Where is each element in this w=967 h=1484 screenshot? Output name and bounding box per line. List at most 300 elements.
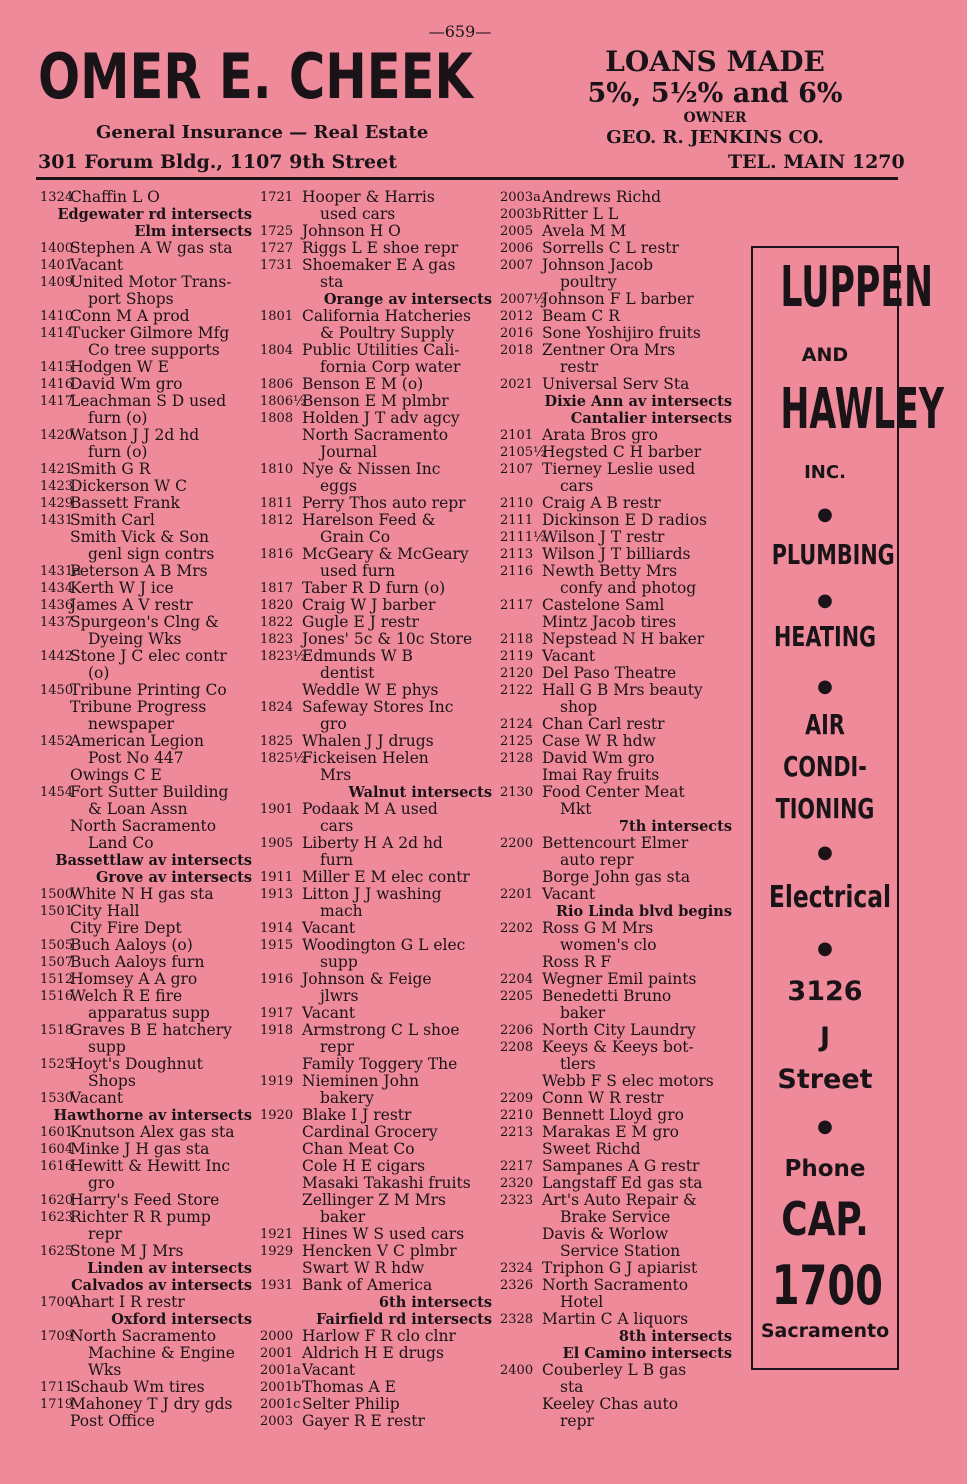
- directory-entry: [40, 546, 252, 563]
- directory-entry: [500, 1226, 732, 1243]
- entry-text: furn (o): [88, 443, 148, 461]
- house-number: 2204: [500, 972, 534, 987]
- entry-text: baker: [560, 1004, 606, 1022]
- house-number: 1401: [40, 258, 74, 273]
- entry-text: Hall G B Mrs beauty: [542, 681, 703, 699]
- entry-text: Craig A B restr: [542, 494, 661, 512]
- street-intersection: [260, 291, 492, 308]
- entry-text: Dickerson W C: [70, 477, 187, 495]
- house-number: 1450: [40, 683, 74, 698]
- directory-entry: [500, 427, 732, 444]
- directory-entry: [500, 716, 732, 733]
- directory-entry: [260, 1277, 492, 1294]
- telephone: TEL. MAIN 1270: [728, 151, 905, 173]
- directory-entry: [260, 308, 492, 325]
- house-number: [40, 546, 70, 563]
- entry-text: Del Paso Theatre: [542, 664, 677, 682]
- directory-entry: [500, 291, 732, 308]
- entry-text: used furn: [320, 562, 396, 580]
- directory-entry: [40, 818, 252, 835]
- entry-text: Hegsted C H barber: [542, 443, 702, 461]
- directory-entry: [40, 580, 252, 597]
- directory-entry: [40, 767, 252, 784]
- house-number: 1431a: [40, 564, 81, 579]
- house-number: 2101: [500, 428, 534, 443]
- house-number: 1915: [260, 938, 294, 953]
- entry-text: Swart W R hdw: [302, 1259, 425, 1277]
- directory-entry: [40, 393, 252, 410]
- advertiser-address: 301 Forum Bldg., 1107 9th Street: [38, 151, 398, 173]
- directory-entry: [260, 835, 492, 852]
- directory-entry: [260, 1260, 492, 1277]
- house-number: [500, 478, 542, 495]
- house-number: [260, 716, 302, 733]
- directory-entry: [500, 835, 732, 852]
- entry-text: Grain Co: [320, 528, 391, 546]
- directory-entry: [500, 1039, 732, 1056]
- intersection-label: Oxford intersects: [111, 1311, 252, 1328]
- house-number: 1804: [260, 343, 294, 358]
- house-number: 1911: [260, 870, 294, 885]
- directory-entry: [40, 903, 252, 920]
- directory-entry: [500, 784, 732, 801]
- entry-text: Martin C A liquors: [542, 1310, 689, 1328]
- directory-entry: [40, 699, 252, 716]
- intersection-label: Cantalier intersects: [570, 410, 732, 427]
- entry-text: Stone M J Mrs: [70, 1242, 184, 1260]
- house-number: [260, 1039, 302, 1056]
- directory-entry: [500, 852, 732, 869]
- directory-entry: [260, 444, 492, 461]
- house-number: 1921: [260, 1227, 294, 1242]
- directory-entry: [500, 767, 732, 784]
- entry-text: Couberley L B gas: [542, 1361, 687, 1379]
- entry-text: Nieminen John: [302, 1072, 419, 1090]
- house-number: 1620: [40, 1193, 74, 1208]
- entry-text: Hewitt & Hewitt Inc: [70, 1157, 231, 1175]
- street-intersection: [40, 223, 252, 240]
- house-number: [260, 325, 302, 342]
- directory-entry: [260, 903, 492, 920]
- house-number: 1616: [40, 1159, 74, 1174]
- listing-column-1: [40, 189, 252, 1430]
- directory-entry: [500, 886, 732, 903]
- directory-entry: [40, 631, 252, 648]
- entry-text: Richter R R pump: [70, 1208, 211, 1226]
- house-number: 2003a: [500, 190, 541, 205]
- entry-text: Ross G M Mrs: [542, 919, 654, 937]
- house-number: 1436: [40, 598, 74, 613]
- directory-entry: [500, 478, 732, 495]
- directory-entry: [260, 393, 492, 410]
- entry-text: sta: [320, 273, 344, 291]
- entry-text: Shoemaker E A gas: [302, 256, 456, 274]
- house-number: 1808: [260, 411, 294, 426]
- ad-and: AND: [801, 344, 849, 366]
- directory-entry: [40, 1243, 252, 1260]
- directory-entry: [500, 563, 732, 580]
- house-number: [500, 1396, 542, 1413]
- ad-bullet-1: ●: [817, 504, 833, 525]
- entry-text: shop: [560, 698, 598, 716]
- entry-text: Bassett Frank: [70, 494, 180, 512]
- entry-text: City Hall: [70, 902, 140, 920]
- directory-entry: [260, 1124, 492, 1141]
- entry-text: Co tree supports: [88, 341, 220, 359]
- directory-entry: [260, 580, 492, 597]
- house-number: [40, 631, 70, 648]
- entry-text: Taber R D furn (o): [302, 579, 446, 597]
- directory-entry: [40, 1090, 252, 1107]
- directory-entry: [500, 444, 732, 461]
- directory-entry: [40, 257, 252, 274]
- entry-text: Machine & Engine: [88, 1344, 235, 1362]
- entry-text: Food Center Meat: [542, 783, 685, 801]
- entry-text: Homsey A A gro: [70, 970, 198, 988]
- intersection-label: Calvados av intersects: [71, 1277, 252, 1294]
- house-number: [260, 444, 302, 461]
- entry-text: Weddle W E phys: [302, 681, 439, 699]
- directory-entry: [40, 427, 252, 444]
- directory-entry: [260, 1362, 492, 1379]
- ad-address-street: Street: [777, 1064, 873, 1095]
- directory-entry: [500, 648, 732, 665]
- entry-text: Vacant: [542, 647, 596, 665]
- directory-entry: [260, 427, 492, 444]
- entry-text: Newth Betty Mrs: [542, 562, 678, 580]
- house-number: [40, 699, 70, 716]
- ad-service-tioning: TIONING: [775, 792, 875, 825]
- house-number: [500, 1243, 542, 1260]
- directory-entry: [500, 665, 732, 682]
- house-number: 1601: [40, 1125, 74, 1140]
- entry-text: Ritter L L: [542, 205, 619, 223]
- street-intersection: [260, 784, 492, 801]
- house-number: 2324: [500, 1261, 534, 1276]
- intersection-label: Dixie Ann av intersects: [544, 393, 732, 410]
- directory-entry: [260, 1056, 492, 1073]
- house-number: [40, 291, 70, 308]
- entry-text: Marakas E M gro: [542, 1123, 679, 1141]
- house-number: 1931: [260, 1278, 294, 1293]
- intersection-label: 6th intersects: [378, 1294, 492, 1311]
- entry-text: Chaffin L O: [70, 188, 160, 206]
- house-number: [260, 359, 302, 376]
- intersection-label: 7th intersects: [618, 818, 732, 835]
- directory-entry: [500, 1022, 732, 1039]
- directory-entry: [500, 461, 732, 478]
- directory-entry: [260, 1328, 492, 1345]
- entry-text: Conn M A prod: [70, 307, 190, 325]
- entry-text: Sampanes A G restr: [542, 1157, 700, 1175]
- directory-entry: [500, 1192, 732, 1209]
- directory-entry: [40, 325, 252, 342]
- house-number: [260, 478, 302, 495]
- entry-text: American Legion: [70, 732, 204, 750]
- house-number: 1604: [40, 1142, 74, 1157]
- entry-text: sta: [560, 1378, 584, 1396]
- house-number: 1914: [260, 921, 294, 936]
- house-number: [260, 427, 302, 444]
- house-number: 2122: [500, 683, 534, 698]
- house-number: 1817: [260, 581, 294, 596]
- directory-entry: [260, 1396, 492, 1413]
- directory-entry: [500, 1396, 732, 1413]
- house-number: 1916: [260, 972, 294, 987]
- entry-text: Vacant: [542, 885, 596, 903]
- directory-entry: [500, 325, 732, 342]
- house-number: 2125: [500, 734, 534, 749]
- street-intersection: [40, 1260, 252, 1277]
- entry-text: White N H gas sta: [70, 885, 214, 903]
- directory-entry: [40, 1124, 252, 1141]
- entry-text: gro: [88, 1174, 115, 1192]
- house-number: [260, 682, 302, 699]
- intersection-label: Fairfield rd intersects: [315, 1311, 492, 1328]
- directory-entry: [260, 988, 492, 1005]
- directory-entry: [260, 648, 492, 665]
- directory-entry: [260, 189, 492, 206]
- intersection-label: Elm intersects: [134, 223, 252, 240]
- entry-text: Sone Yoshijiro fruits: [542, 324, 701, 342]
- directory-entry: [500, 376, 732, 393]
- entry-text: Bettencourt Elmer: [542, 834, 689, 852]
- entry-text: (o): [88, 664, 110, 682]
- house-number: 2003b: [500, 207, 542, 222]
- house-number: 1806: [260, 377, 294, 392]
- house-number: 2016: [500, 326, 534, 341]
- entry-text: jlwrs: [320, 987, 359, 1005]
- entry-text: restr: [560, 358, 599, 376]
- directory-entry: [500, 699, 732, 716]
- directory-entry: [40, 274, 252, 291]
- house-number: [500, 580, 542, 597]
- house-number: 1501: [40, 904, 74, 919]
- entry-text: repr: [88, 1225, 122, 1243]
- directory-entry: [500, 1005, 732, 1022]
- entry-text: Aldrich H E drugs: [302, 1344, 444, 1362]
- entry-text: Whalen J J drugs: [302, 732, 434, 750]
- house-number: [40, 1175, 70, 1192]
- house-number: [40, 1413, 70, 1430]
- entry-text: Johnson Jacob: [542, 256, 654, 274]
- house-number: [260, 767, 302, 784]
- house-number: 1725: [260, 224, 294, 239]
- directory-entry: [260, 920, 492, 937]
- luppen-hawley-ad: [751, 246, 945, 1370]
- house-number: [500, 1005, 542, 1022]
- directory-entry: [500, 1277, 732, 1294]
- directory-entry: [260, 1413, 492, 1430]
- house-number: 1409: [40, 275, 74, 290]
- entry-text: Imai Ray fruits: [542, 766, 660, 784]
- entry-text: Tribune Printing Co: [70, 681, 227, 699]
- house-number: [260, 1056, 302, 1073]
- directory-entry: [260, 682, 492, 699]
- house-number: 1721: [260, 190, 294, 205]
- directory-entry: [40, 920, 252, 937]
- house-number: 2213: [500, 1125, 534, 1140]
- directory-entry: [500, 1158, 732, 1175]
- directory-entry: [260, 206, 492, 223]
- house-number: 1810: [260, 462, 294, 477]
- entry-text: Vacant: [302, 1361, 356, 1379]
- header-rule: [36, 177, 898, 180]
- entry-text: Watson J J 2d hd: [70, 426, 200, 444]
- page-number: —659—: [428, 22, 492, 41]
- house-number: 1816: [260, 547, 294, 562]
- directory-entry: [500, 1243, 732, 1260]
- entry-text: Ross R F: [542, 953, 612, 971]
- entry-text: Brake Service: [560, 1208, 671, 1226]
- house-number: [500, 1056, 542, 1073]
- ad-bullet-4: ●: [817, 842, 833, 863]
- entry-text: Family Toggery The: [302, 1055, 458, 1073]
- directory-entry: [500, 1175, 732, 1192]
- directory-entry: [40, 1328, 252, 1345]
- entry-text: Ahart I R restr: [70, 1293, 185, 1311]
- owner-name: GEO. R. JENKINS CO.: [606, 127, 824, 148]
- directory-entry: [40, 1158, 252, 1175]
- house-number: [260, 1209, 302, 1226]
- ad-service-condi: CONDI-: [783, 750, 867, 783]
- house-number: [40, 444, 70, 461]
- street-intersection: [500, 903, 732, 920]
- directory-entry: [500, 359, 732, 376]
- house-number: 1400: [40, 241, 74, 256]
- house-number: [40, 835, 70, 852]
- directory-entry: [260, 325, 492, 342]
- entry-text: Hines W S used cars: [302, 1225, 465, 1243]
- house-number: 2210: [500, 1108, 534, 1123]
- entry-text: baker: [320, 1208, 366, 1226]
- house-number: 1801: [260, 309, 294, 324]
- entry-text: repr: [320, 1038, 354, 1056]
- directory-entry: [40, 784, 252, 801]
- directory-entry: [40, 1022, 252, 1039]
- directory-entry: [500, 512, 732, 529]
- directory-entry: [260, 852, 492, 869]
- house-number: 1825½: [260, 751, 306, 766]
- entry-text: Tribune Progress: [70, 698, 207, 716]
- directory-entry: [260, 376, 492, 393]
- intersection-label: Bassettlaw av intersects: [55, 852, 252, 869]
- entry-text: Shops: [88, 1072, 136, 1090]
- house-number: [40, 1005, 70, 1022]
- entry-text: Liberty H A 2d hd: [302, 834, 443, 852]
- house-number: 1727: [260, 241, 294, 256]
- directory-entry: [260, 937, 492, 954]
- directory-entry: [40, 1379, 252, 1396]
- directory-entry: [500, 631, 732, 648]
- entry-text: supp: [88, 1038, 126, 1056]
- ad-address-street-letter: J: [819, 1022, 831, 1053]
- house-number: 1719: [40, 1397, 74, 1412]
- entry-text: Litton J J washing: [302, 885, 442, 903]
- directory-entry: [40, 886, 252, 903]
- entry-text: Vacant: [302, 919, 356, 937]
- entry-text: Conn W R restr: [542, 1089, 664, 1107]
- house-number: [500, 274, 542, 291]
- entry-text: Beam C R: [542, 307, 620, 325]
- directory-entry: [40, 1226, 252, 1243]
- directory-entry: [500, 189, 732, 206]
- house-number: 2105½: [500, 445, 546, 460]
- entry-text: California Hatcheries: [302, 307, 471, 325]
- entry-text: Benson E M plmbr: [302, 392, 449, 410]
- street-intersection: [40, 206, 252, 223]
- house-number: [260, 665, 302, 682]
- intersection-label: El Camino intersects: [562, 1345, 732, 1362]
- directory-entry: [260, 461, 492, 478]
- directory-entry: [260, 512, 492, 529]
- ad-city: Sacramento: [760, 1320, 890, 1342]
- directory-entry: [260, 1175, 492, 1192]
- ad-inc: INC.: [804, 462, 846, 483]
- entry-text: Stone J C elec contr: [70, 647, 227, 665]
- directory-entry: [40, 835, 252, 852]
- owner-label: OWNER: [683, 110, 747, 126]
- directory-entry: [500, 937, 732, 954]
- house-number: 1905: [260, 836, 294, 851]
- directory-entry: [500, 1311, 732, 1328]
- entry-text: Benedetti Bruno: [542, 987, 672, 1005]
- house-number: 2003: [260, 1414, 294, 1429]
- house-number: [260, 1158, 302, 1175]
- directory-entry: [40, 1362, 252, 1379]
- entry-text: Tucker Gilmore Mfg: [70, 324, 230, 342]
- house-number: 1452: [40, 734, 74, 749]
- directory-entry: [40, 291, 252, 308]
- entry-text: Woodington G L elec: [302, 936, 466, 954]
- house-number: 2116: [500, 564, 534, 579]
- house-number: 1410: [40, 309, 74, 324]
- house-number: 1901: [260, 802, 294, 817]
- house-number: 1525: [40, 1057, 74, 1072]
- house-number: 2006: [500, 241, 534, 256]
- house-number: 1823½: [260, 649, 306, 664]
- entry-text: Wegner Emil paints: [542, 970, 697, 988]
- directory-entry: [40, 648, 252, 665]
- entry-text: Schaub Wm tires: [70, 1378, 205, 1396]
- house-number: 2202: [500, 921, 534, 936]
- directory-entry: [40, 954, 252, 971]
- entry-text: Andrews Richd: [542, 188, 662, 206]
- directory-entry: [260, 359, 492, 376]
- house-number: 1434: [40, 581, 74, 596]
- house-number: [500, 359, 542, 376]
- intersection-label: Grove av intersects: [96, 869, 252, 886]
- house-number: [40, 1345, 70, 1362]
- entry-text: Case W R hdw: [542, 732, 656, 750]
- entry-text: Dyeing Wks: [88, 630, 182, 648]
- house-number: 1731: [260, 258, 294, 273]
- directory-entry: [260, 818, 492, 835]
- street-intersection: [40, 852, 252, 869]
- entry-text: tlers: [560, 1055, 596, 1073]
- entry-text: Keeley Chas auto: [542, 1395, 679, 1413]
- entry-text: Podaak M A used: [302, 800, 438, 818]
- house-number: [260, 988, 302, 1005]
- directory-entry: [40, 240, 252, 257]
- entry-text: Post No 447: [88, 749, 184, 767]
- house-number: 2208: [500, 1040, 534, 1055]
- directory-entry: [260, 257, 492, 274]
- directory-entry: [40, 461, 252, 478]
- house-number: 1415: [40, 360, 74, 375]
- house-number: 1820: [260, 598, 294, 613]
- entry-text: Safeway Stores Inc: [302, 698, 454, 716]
